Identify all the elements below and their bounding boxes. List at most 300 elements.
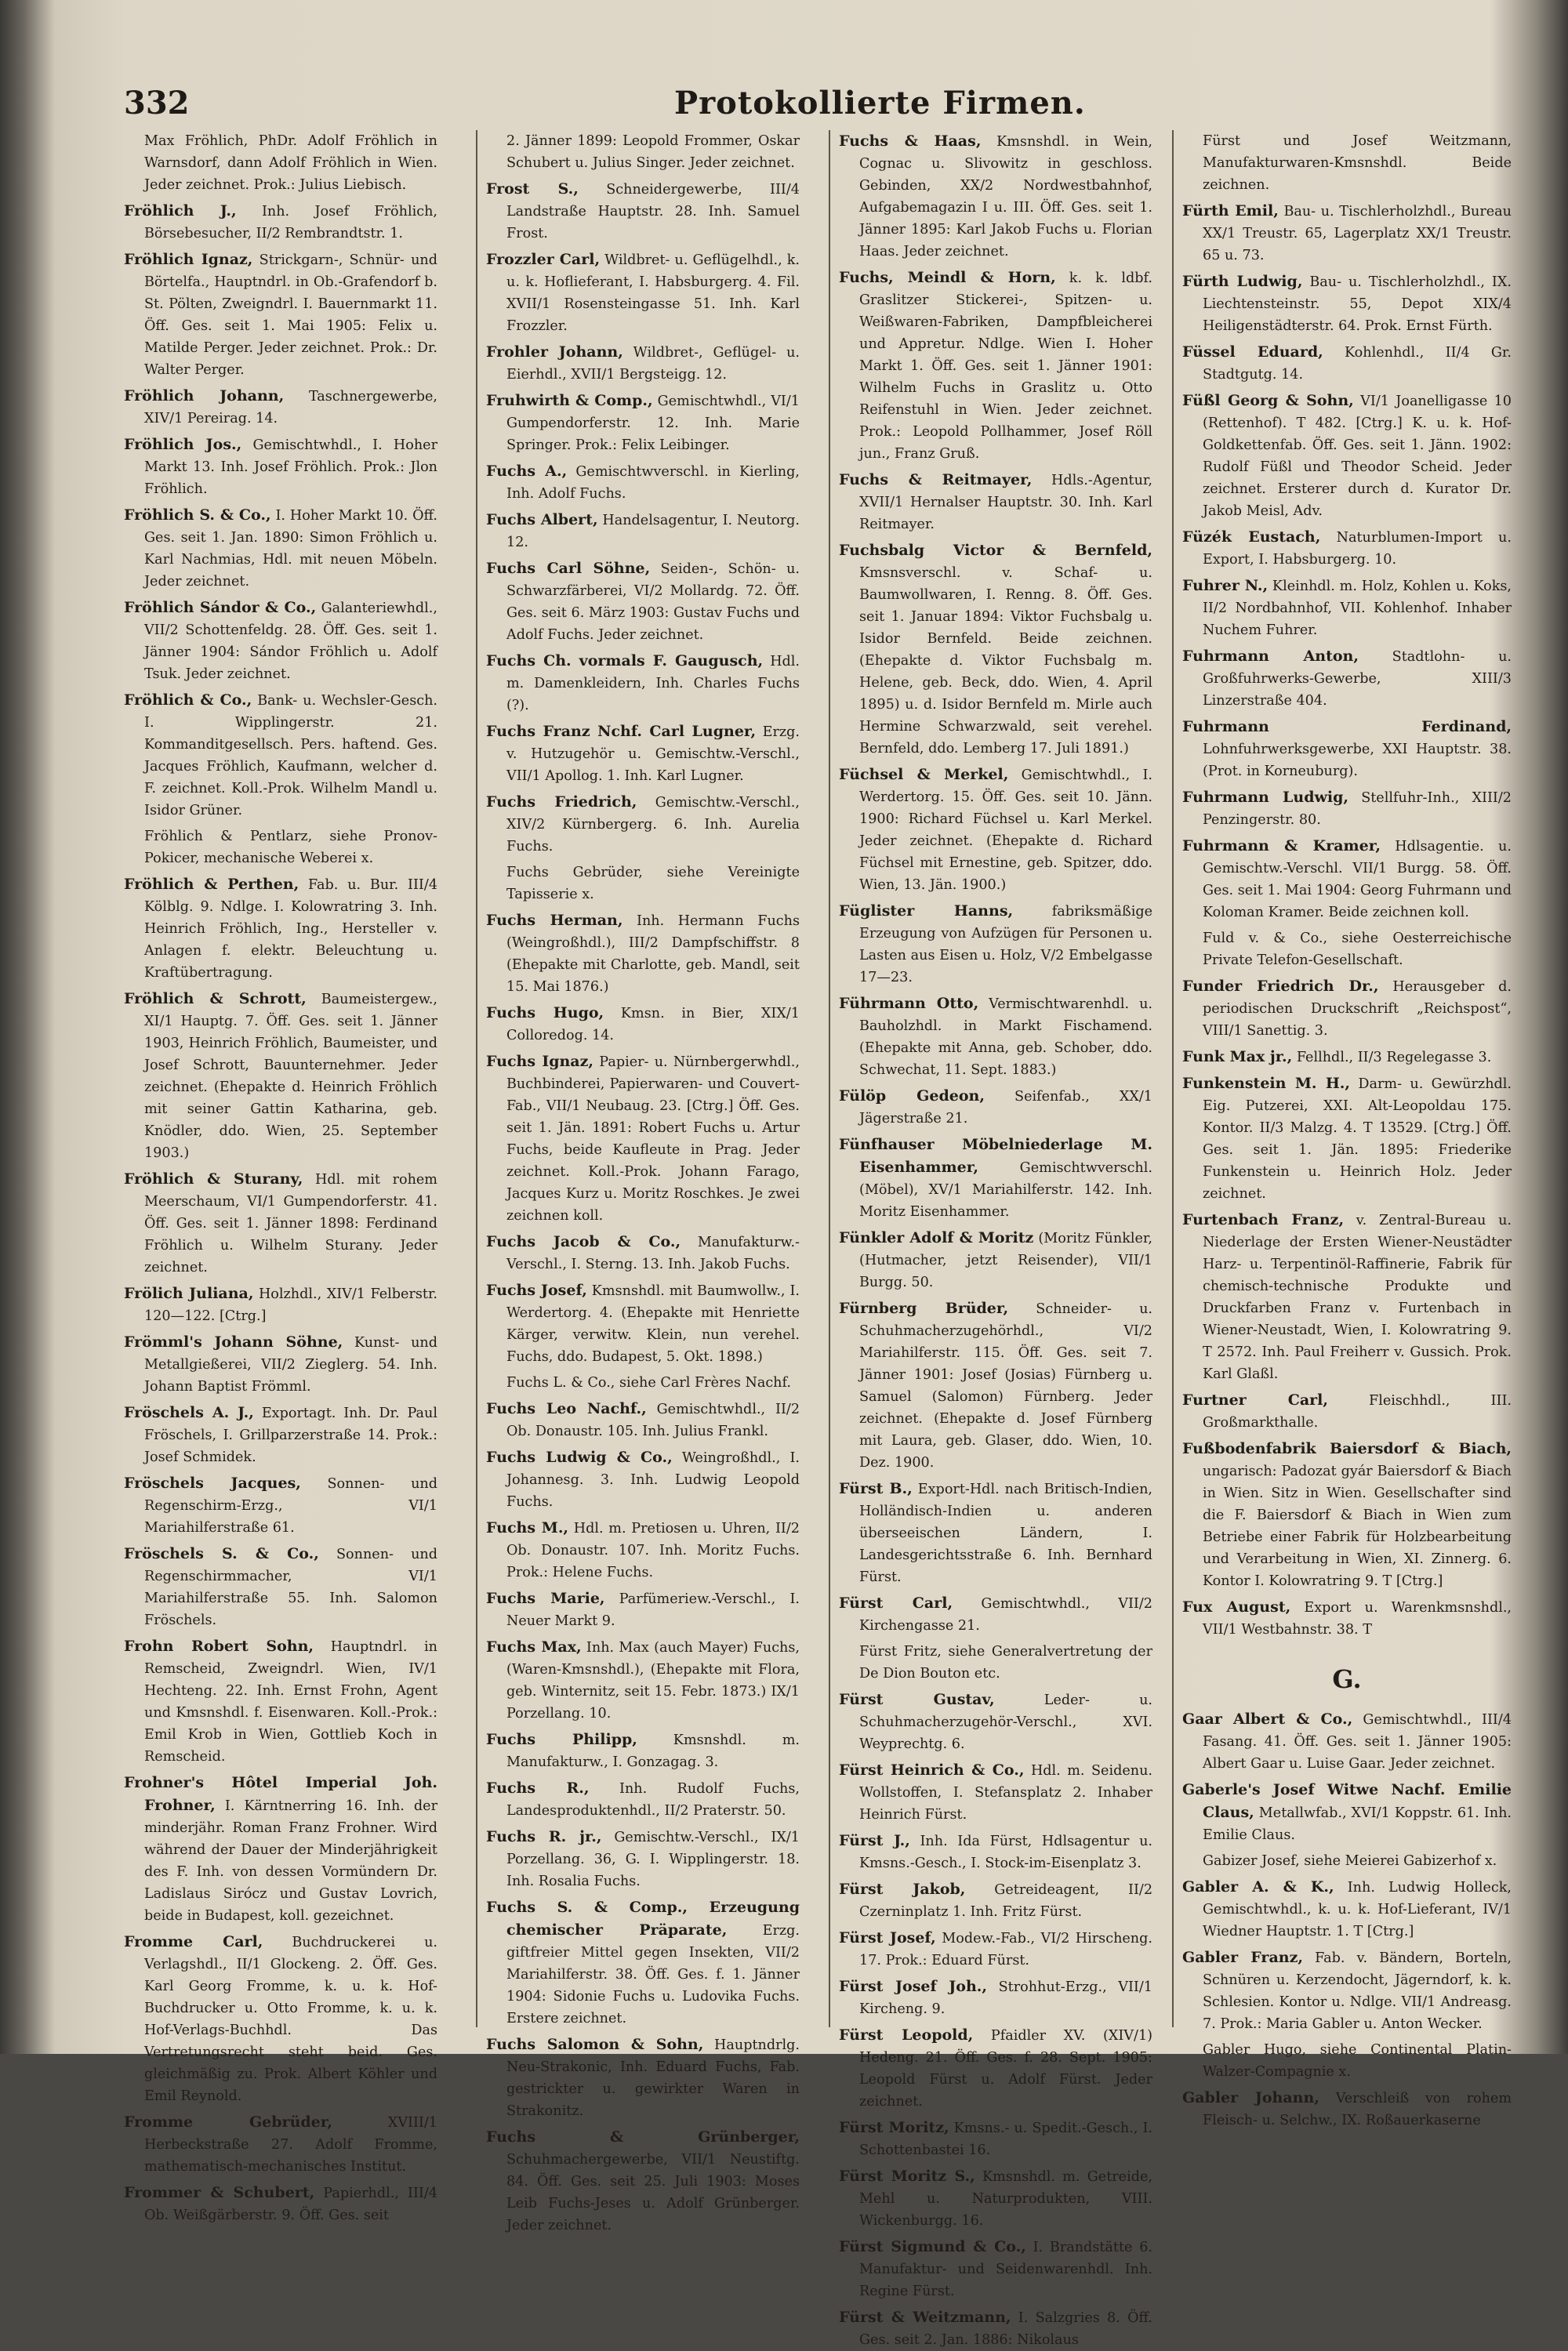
firm-name: Frommer & Schubert, bbox=[124, 2184, 315, 2201]
entry-text: Inh. Ida Fürst, Hdlsagentur u. Kmsns.-Gesch., I. Stock-im-Eisenplatz 3. bbox=[859, 1834, 1152, 1871]
directory-entry bbox=[486, 2034, 800, 2122]
entry-text: (Moritz Fünkler, (Hutmacher, jetzt Reisender), VII/1 Burgg. 50. bbox=[859, 1231, 1152, 1290]
entry-text: Sonnen- und Regenschirm-Erzg., VI/1 Mariahilferstraße 61. bbox=[144, 1476, 438, 1536]
directory-entry bbox=[486, 862, 800, 905]
directory-entry bbox=[124, 2182, 437, 2226]
firm-name: Fürst B., bbox=[839, 1480, 913, 1497]
entry-text: Export-Hdl. nach Britisch-Indien, Holländisch-Indien u. anderen überseeischen Ländern, I. Landesgerichtsstraße 6. Inh. Bernhard Fürst. bbox=[859, 1482, 1153, 1585]
entry-text: Manufakturw.-Verschl., I. Sterng. 13. Inh. Jakob Fuchs. bbox=[506, 1235, 800, 1272]
directory-entry bbox=[1182, 927, 1512, 971]
firm-name: Fünfhauser Möbelniederlage M. Eisenhammer, bbox=[839, 1136, 1152, 1176]
firm-name: Fuchs & Grünberger, bbox=[486, 2128, 800, 2146]
firm-name: Fürst & Weitzmann, bbox=[839, 2309, 1011, 2326]
directory-column-1 bbox=[124, 130, 438, 2223]
entry-text: ungarisch: Padozat gyár Baiersdorf & Biach in Wien. Sitz in Wien. Gesellschafter sind die F. Baiersdorf & Biach in Wien zum Betriebe einer Fabrik für Holzbearbeitung und Verarbeitung in Wien, XI. Zinnerg. 6. Kontor I. Kolowratring 9. T [Ctrg.] bbox=[1203, 1464, 1512, 1589]
entry-text: Gemischtwverschl. (Möbel), XV/1 Mariahilferstr. 142. Inh. Moritz Eisenhammer. bbox=[859, 1160, 1152, 1220]
directory-entry bbox=[839, 1592, 1152, 1637]
directory-entry bbox=[124, 200, 437, 245]
directory-entry bbox=[839, 469, 1152, 535]
firm-name: Fröhlich Jos., bbox=[124, 436, 242, 453]
entry-text: Strickgarn-, Schnür- und Börtelfa., Hauptndrl. in Ob.-Grafendorf b. St. Pölten, Zweigndrl. I. Bauernmarkt 11. Öff. Ges. seit 1. Mai 1905: Felix u. Matilde Perger. Jeder zeichnet. Prok.: Dr. Walter Perger. bbox=[144, 252, 437, 378]
section-letter: G. bbox=[1332, 1664, 1362, 1694]
firm-name: Fröhlich S. & Co., bbox=[124, 506, 271, 524]
entry-text: Gemischtw.-Verschl., IX/1 Porzellang. 36, G. I. Wipplingerstr. 18. Inh. Rosalia Fuchs. bbox=[506, 1830, 800, 1889]
firm-name: Fromme Gebrüder, bbox=[124, 2113, 332, 2131]
directory-entry bbox=[839, 2236, 1152, 2302]
directory-entry bbox=[124, 385, 437, 430]
firm-name: Gaar Albert & Co., bbox=[1182, 1711, 1353, 1728]
directory-entry bbox=[486, 1372, 800, 1394]
entry-text: Taschnergewerbe, XIV/1 Pereirag. 14. bbox=[144, 389, 437, 426]
firm-name: Gaberle's Josef Witwe Nachf. Emilie Claus, bbox=[1182, 1781, 1512, 1821]
entry-text: Fuchs Gebrüder, siehe Vereinigte Tapisserie x. bbox=[506, 865, 800, 902]
firm-name: Fuchs Albert, bbox=[486, 511, 598, 528]
directory-entry bbox=[124, 988, 437, 1164]
directory-entry bbox=[839, 1085, 1152, 1130]
entry-text: Hdl. mit rohem Meerschaum, VI/1 Gumpendorferstr. 41. Öff. Ges. seit 1. Jänner 1898: Ferdinand Fröhlich u. Wilhelm Sturany. Jeder zeichnet. bbox=[144, 1172, 437, 1275]
firm-name: Fuhrmann Ferdinand, bbox=[1182, 718, 1512, 735]
directory-entry bbox=[486, 1636, 800, 1725]
firm-name: Fröschels A. J., bbox=[124, 1404, 254, 1421]
firm-name: Fürst Carl, bbox=[839, 1595, 953, 1612]
firm-name: Frömml's Johann Söhne, bbox=[124, 1333, 343, 1351]
directory-entry bbox=[839, 1927, 1152, 1972]
directory-entry bbox=[1182, 341, 1512, 386]
directory-entry bbox=[839, 2117, 1152, 2161]
directory-entry bbox=[124, 825, 437, 869]
directory-entry bbox=[486, 1517, 800, 1584]
firm-name: Frohn Robert Sohn, bbox=[124, 1638, 314, 1655]
directory-entry bbox=[1182, 2087, 1512, 2132]
entry-text: Gemischtwhdl., VI/1 Gumpendorferstr. 12. Inh. Marie Springer. Prok.: Felix Leibinger. bbox=[506, 394, 800, 453]
entry-text: 2. Jänner 1899: Leopold Frommer, Oskar Schubert u. Julius Singer. Jeder zeichnet. bbox=[506, 133, 800, 171]
firm-name: Fuchs Ch. vormals F. Gaugusch, bbox=[486, 652, 764, 669]
entry-text: XVIII/1 Herbeckstraße 27. Adolf Fromme, mathematisch-mechanisches Institut. bbox=[144, 2115, 437, 2175]
firm-name: Fuchs M., bbox=[486, 1519, 569, 1536]
directory-entry bbox=[839, 267, 1152, 465]
directory-entry bbox=[1182, 1072, 1512, 1205]
entry-text: Wildbret-, Geflügel- u. Eierhdl., XVII/1 Bergsteigg. 12. bbox=[506, 345, 800, 383]
entry-text: Gabizer Josef, siehe Meierei Gabizerhof x. bbox=[1203, 1853, 1497, 1869]
firm-name: Füzék Eustach, bbox=[1182, 528, 1321, 546]
directory-entry bbox=[486, 1279, 800, 1368]
entry-text: Hauptndrl. in Remscheid, Zweigndrl. Wien, IV/1 Hechteng. 22. Inh. Ernst Frohn, Agent und Kmsnshdl. f. Eisenwaren. Koll.-Prok.: Emil Krob in Wien, Gottlieb Koch in Remscheid. bbox=[144, 1639, 437, 1765]
firm-name: Fürth Ludwig, bbox=[1182, 273, 1303, 290]
directory-entry bbox=[839, 1641, 1152, 1685]
entry-text: Fürst und Josef Weitzmann, Manufakturwaren-Kmsnshdl. Beide zeichnen. bbox=[1203, 133, 1512, 193]
directory-entry bbox=[1182, 270, 1512, 337]
directory-entry bbox=[486, 1050, 800, 1227]
directory-entry bbox=[486, 909, 800, 998]
entry-text: Inh. Ludwig Holleck, Gemischtwhdl., k. u. k. Hof-Lieferant, IV/1 Wiedner Hauptstr. 1. T [Ctrg.] bbox=[1203, 1880, 1512, 1939]
entry-text: Stadtlohn- u. Großfuhrwerks-Gewerbe, XIII/3 Linzerstraße 404. bbox=[1203, 649, 1512, 709]
directory-entry bbox=[839, 2165, 1152, 2232]
directory-entry bbox=[124, 504, 437, 593]
firm-name: Fürst Leopold, bbox=[839, 2026, 974, 2044]
firm-name: Fürst Moritz S., bbox=[839, 2168, 975, 2185]
column-divider bbox=[476, 130, 477, 2027]
firm-name: Fürst Heinrich & Co., bbox=[839, 1761, 1025, 1779]
directory-entry bbox=[1182, 2039, 1512, 2083]
firm-name: Fuchs Marie, bbox=[486, 1590, 605, 1607]
directory-entry bbox=[124, 1772, 437, 1927]
directory-entry bbox=[839, 1297, 1152, 1474]
directory-entry bbox=[1182, 1876, 1512, 1943]
column-divider bbox=[1172, 130, 1174, 2027]
entry-text: Bau- u. Tischlerholzhdl., IX. Liechtensteinstr. 55, Depot XIX/4 Heiligenstädterstr. 64. Prok. Ernst Fürth. bbox=[1203, 274, 1512, 334]
entry-text: Strohhut-Erzg., VII/1 Kircheng. 9. bbox=[859, 1979, 1153, 2017]
entry-text: Holzhdl., XIV/1 Felberstr. 120—122. [Ctrg.] bbox=[144, 1286, 438, 1324]
firm-name: Fuchs Ignaz, bbox=[486, 1053, 594, 1070]
directory-entry bbox=[839, 2306, 1152, 2351]
directory-entry bbox=[839, 1878, 1152, 1923]
column-divider bbox=[829, 130, 830, 2027]
firm-name: Fuchsbalg Victor & Bernfeld, bbox=[839, 542, 1152, 559]
entry-text: Gemischtwverschl. in Kierling, Inh. Adolf Fuchs. bbox=[506, 464, 800, 502]
entry-text: Stellfuhr-Inh., XIII/2 Penzingerstr. 80. bbox=[1203, 790, 1512, 828]
firm-name: Füchsel & Merkel, bbox=[839, 766, 1009, 783]
directory-entry bbox=[839, 130, 1152, 263]
directory-entry bbox=[1182, 526, 1512, 571]
directory-entry bbox=[124, 1168, 437, 1279]
directory-entry bbox=[124, 1402, 437, 1468]
entry-text: Seiden-, Schön- u. Schwarzfärberei, VI/2 Mollardg. 72. Öff. Ges. seit 6. März 1903: Gustav Fuchs und Adolf Fuchs. Jeder zeichnet. bbox=[506, 561, 800, 643]
entry-text: Sonnen- und Regenschirmmacher, VI/1 Mariahilferstraße 55. Inh. Salomon Fröschels. bbox=[144, 1547, 438, 1628]
directory-entry bbox=[839, 992, 1152, 1081]
firm-name: Fuhrer N., bbox=[1182, 577, 1269, 594]
entry-text: Erzg. giftfreier Mittel gegen Insekten, VII/2 Mariahilferstr. 38. Öff. Ges. f. 1. Jänner 1904: Sidonie Fuchs u. Ludovika Fuchs. Erstere zeichnet. bbox=[506, 1923, 800, 2026]
firm-name: Frölich Juliana, bbox=[124, 1285, 254, 1302]
firm-name: Fuchs & Haas, bbox=[839, 132, 982, 150]
directory-entry bbox=[486, 1587, 800, 1632]
entry-text: Max Fröhlich, PhDr. Adolf Fröhlich in Warnsdorf, dann Adolf Fröhlich in Wien. Jeder zeichnet. Prok.: Julius Liebisch. bbox=[144, 133, 437, 193]
directory-entry bbox=[839, 1759, 1152, 1826]
directory-entry bbox=[839, 2024, 1152, 2113]
directory-entry bbox=[124, 1931, 437, 2107]
entry-text: Schneider- u. Schuhmacherzugehörhdl., VI/2 Mariahilferstr. 115. Öff. Ges. seit 7. Jänner 1901: Josef (Josias) Fürnberg u. Samuel (Salomon) Fürnberg. Jeder zeichnet. (Ehepakte d. Josef Fürnberg mit Laura, geb. Glaser, ddo. Wien, 10. Dez. 1900. bbox=[859, 1301, 1153, 1471]
entry-text: Kmsnshdl. m. Manufakturw., I. Gonzagag. 3. bbox=[506, 1732, 800, 1770]
entry-text: Weingroßhdl., I. Johannesg. 3. Inh. Ludwig Leopold Fuchs. bbox=[506, 1450, 800, 1510]
firm-name: Gabler A. & K., bbox=[1182, 1878, 1334, 1896]
entry-text: Buchdruckerei u. Verlagshdl., II/1 Glockeng. 2. Öff. Ges. Karl Georg Fromme, k. u. k. Hof-Buchdrucker u. Otto Fromme, k. u. k. Hof-Verlags-Buchhdl. Das Vertretungsrecht steht beid. Ges. gleichmäßig zu. Prok. Albert Köhler und Emil Reynold. bbox=[144, 1935, 437, 2104]
entry-text: Seifenfab., XX/1 Jägerstraße 21. bbox=[859, 1089, 1153, 1127]
directory-entry bbox=[486, 1826, 800, 1892]
entry-text: I. Brandstätte 6. Manufaktur- und Seidenwarenhdl. Inh. Regine Fürst. bbox=[859, 2240, 1152, 2299]
entry-text: Kmsnshdl. mit Baumwollw., I. Werdertorg. 4. (Ehepakte mit Henriette Kärger, verwitw. Klein, nun verehel. Fuchs, ddo. Budapest, 5. Okt. 1898.) bbox=[506, 1283, 800, 1365]
entry-text: Kohlenhdl., II/4 Gr. Stadtgutg. 14. bbox=[1203, 345, 1512, 383]
directory-entry bbox=[486, 1729, 800, 1773]
entry-text: Gemischtw.-Verschl., XIV/2 Kürnbergerg. 6. Inh. Aurelia Fuchs. bbox=[506, 795, 800, 854]
firm-name: Frozzler Carl, bbox=[486, 251, 601, 268]
entry-text: Papierhdl., III/4 Ob. Weißgärberstr. 9. Öff. Ges. seit bbox=[144, 2186, 438, 2223]
firm-name: Fuhrmann Ludwig, bbox=[1182, 789, 1348, 806]
entry-text: Gemischtwhdl., I. Hoher Markt 13. Inh. Josef Fröhlich. Prok.: Jlon Fröhlich. bbox=[144, 437, 437, 497]
firm-name: Füssel Eduard, bbox=[1182, 343, 1323, 361]
directory-entry bbox=[486, 1896, 800, 2030]
directory-entry bbox=[1182, 390, 1512, 522]
firm-name: Fuchs S. & Comp., Erzeugung chemischer Präparate, bbox=[486, 1899, 800, 1939]
firm-name: Fruhwirth & Comp., bbox=[486, 392, 653, 409]
firm-name: Fürst J., bbox=[839, 1832, 910, 1849]
firm-name: Fußbodenfabrik Baiersdorf & Biach, bbox=[1182, 1440, 1512, 1457]
directory-entry bbox=[1182, 1596, 1512, 1641]
entry-text: Kunst- und Metallgießerei, VII/2 Zieglerg. 54. Inh. Johann Baptist Frömml. bbox=[144, 1335, 437, 1395]
firm-name: Fröhlich Sándor & Co., bbox=[124, 599, 317, 616]
entry-text: Inh. Hermann Fuchs (Weingroßhdl.), III/2 Dampfschiffstr. 8 (Ehepakte mit Charlotte, geb. Mandl, seit 15. Mai 1876.) bbox=[506, 913, 800, 995]
entry-text: Fuld v. & Co., siehe Oesterreichische Private Telefon-Gesellschaft. bbox=[1203, 931, 1512, 968]
directory-entry bbox=[124, 1283, 437, 1327]
entry-text: Baumeistergew., XI/1 Hauptg. 7. Öff. Ges. seit 1. Jänner 1903, Heinrich Fröhlich, Baumeister, und Josef Schrott, Bauunternehmer. Jeder zeichnet. (Ehepakte d. Heinrich Fröhlich mit seiner Gattin Katharina, geb. Knödler, ddo. Wien, 25. September 1903.) bbox=[144, 992, 437, 1161]
entry-text: Pfaidler XV. (XIV/1) Hedeng. 21. Öff. Ges. f. 28. Sept. 1905: Leopold Fürst u. Adolf Fürst. Jeder zeichnet. bbox=[859, 2028, 1152, 2110]
entry-text: I. Kärntnerring 16. Inh. der minderjähr. Roman Franz Frohner. Wird während der Dauer der Minderjährigkeit des F. Inh. von dessen Vormündern Dr. Ladislaus Sirócz und Gustav Lovrich, beide in Budapest, koll. gezeichnet. bbox=[144, 1798, 437, 1924]
directory-entry bbox=[486, 1446, 800, 1513]
entry-text: I. Hoher Markt 10. Öff. Ges. seit 1. Jan. 1890: Simon Fröhlich u. Karl Nachmias, Hdl. mit neuen Möbeln. Jeder zeichnet. bbox=[144, 508, 437, 590]
firm-name: Fuchs Friedrich, bbox=[486, 793, 637, 811]
entry-text: Bank- u. Wechsler-Gesch. I. Wipplingerstr. 21. Kommanditgesellsch. Pers. haftend. Ges. Jacques Fröhlich, Kaufmann, welcher d. F. zeichnet. Koll.-Prok. Wilhelm Mandl u. Isidor Grüner. bbox=[144, 693, 437, 818]
entry-text: Inh. Max (auch Mayer) Fuchs, (Waren-Kmsnshdl.), (Ehepakte mit Flora, geb. Winternitz, seit 15. Febr. 1873.) IX/1 Porzellang. 10. bbox=[506, 1640, 800, 1722]
directory-column-4 bbox=[1182, 130, 1512, 2128]
directory-entry bbox=[124, 434, 437, 500]
firm-name: Frohner's Hôtel Imperial Joh. Frohner, bbox=[124, 1774, 437, 1814]
entry-text: Vermischtwarenhdl. u. Bauholzhdl. in Markt Fischamend. (Ehepakte mit Anna, geb. Schober, ddo. Schwechat, 11. Sept. 1883.) bbox=[859, 996, 1153, 1078]
entry-text: Fuchs L. & Co., siehe Carl Frères Nachf. bbox=[506, 1375, 791, 1391]
entry-text: Fleischhdl., III. Großmarkthalle. bbox=[1203, 1393, 1512, 1431]
directory-entry bbox=[839, 900, 1152, 989]
running-title: Protokollierte Firmen. bbox=[674, 85, 1086, 122]
firm-name: Fuchs Leo Nachf., bbox=[486, 1400, 647, 1417]
directory-entry bbox=[1182, 1438, 1512, 1592]
entry-text: Kmsnshdl. in Wein, Cognac u. Slivowitz in geschloss. Gebinden, XX/2 Nordwestbahnhof, Aufgabemagazin I u. III. Öff. Ges. seit 1. Jänner 1895: Karl Jakob Fuchs u. Florian Haas. Jeder zeichnet. bbox=[859, 134, 1152, 259]
directory-entry bbox=[486, 557, 800, 646]
firm-name: Frohler Johann, bbox=[486, 343, 623, 361]
directory-entry bbox=[124, 689, 437, 822]
directory-entry bbox=[839, 1478, 1152, 1588]
entry-text: Gemischtwhdl., III/4 Fasang. 41. Öff. Ges. seit 1. Jänner 1905: Albert Gaar u. Luise Gaar. Jeder zeichnet. bbox=[1203, 1712, 1512, 1772]
entry-text: Kmsn. in Bier, XIX/1 Colloredog. 14. bbox=[506, 1006, 800, 1043]
directory-entry bbox=[124, 2111, 437, 2178]
directory-entry bbox=[486, 1777, 800, 1822]
firm-name: Furtner Carl, bbox=[1182, 1391, 1328, 1409]
directory-entry bbox=[1182, 1708, 1512, 1775]
firm-name: Fuhrmann Anton, bbox=[1182, 648, 1359, 665]
entry-text: Bau- u. Tischlerholzhdl., Bureau XX/1 Treustr. 65, Lagerplatz XX/1 Treustr. 65 u. 73. bbox=[1203, 204, 1512, 263]
firm-name: Fröhlich & Schrott, bbox=[124, 990, 307, 1007]
entry-text: Hdls.-Agentur, XVII/1 Hernalser Hauptstr. 30. Inh. Karl Reitmayer. bbox=[859, 473, 1152, 532]
firm-name: Furtenbach Franz, bbox=[1182, 1211, 1345, 1228]
firm-name: Fuchs, Meindl & Horn, bbox=[839, 269, 1056, 286]
directory-entry bbox=[1182, 1850, 1512, 1872]
directory-entry bbox=[486, 509, 800, 553]
entry-text: Gemischtwhdl., II/2 Ob. Donaustr. 105. Inh. Julius Frankl. bbox=[506, 1402, 800, 1439]
entry-text: Kleinhdl. m. Holz, Kohlen u. Koks, II/2 Nordbahnhof, VII. Kohlenhof. Inhaber Nuchem Fuhrer. bbox=[1203, 579, 1512, 638]
directory-entry bbox=[486, 650, 800, 717]
directory-entry bbox=[1182, 1779, 1512, 1846]
entry-text: Leder- u. Schuhmacherzugehör-Verschl., XVI. Weyprechtg. 6. bbox=[859, 1693, 1153, 1752]
directory-entry bbox=[1182, 575, 1512, 641]
firm-name: Fröhlich Johann, bbox=[124, 387, 285, 405]
directory-entry bbox=[1182, 1046, 1512, 1068]
entry-text: Kmsnshdl. m. Getreide, Mehl u. Naturprodukten, VIII. Wickenburgg. 16. bbox=[859, 2169, 1152, 2229]
directory-entry bbox=[124, 1635, 437, 1768]
directory-entry bbox=[486, 460, 800, 505]
entry-text: Gabler Hugo, siehe Continental Platin-Walzer-Compagnie x. bbox=[1203, 2042, 1512, 2080]
firm-name: Fürst Josef Joh., bbox=[839, 1978, 987, 1995]
entry-text: Handelsagentur, I. Neutorg. 12. bbox=[506, 513, 800, 550]
firm-name: Fuhrmann & Kramer, bbox=[1182, 837, 1381, 854]
directory-entry bbox=[1182, 200, 1512, 267]
firm-name: Fürst Jakob, bbox=[839, 1881, 966, 1898]
firm-name: Fröhlich & Co., bbox=[124, 691, 252, 709]
firm-name: Fuchs A., bbox=[486, 463, 568, 480]
directory-entry bbox=[839, 764, 1152, 896]
firm-name: Fuchs Josef, bbox=[486, 1282, 587, 1299]
directory-entry bbox=[124, 249, 437, 381]
firm-name: Fromme Carl, bbox=[124, 1933, 263, 1950]
directory-entry bbox=[124, 597, 437, 685]
entry-text: fabriksmäßige Erzeugung von Aufzügen für Personen u. Lasten aus Eisen u. Holz, V/2 Embelgasse 17—23. bbox=[859, 904, 1152, 985]
firm-name: Fuchs Philipp, bbox=[486, 1731, 637, 1748]
entry-text: Hdl. m. Seidenu. Wollstoffen, I. Stefansplatz 2. Inhaber Heinrich Fürst. bbox=[859, 1763, 1153, 1823]
firm-name: Frost S., bbox=[486, 180, 579, 198]
directory-entry bbox=[1182, 1946, 1512, 2035]
firm-name: Fröhlich & Sturany, bbox=[124, 1170, 303, 1188]
directory-entry bbox=[1182, 1389, 1512, 1434]
firm-name: Fürst Sigmund & Co., bbox=[839, 2238, 1026, 2255]
firm-name: Funkenstein M. H., bbox=[1182, 1075, 1351, 1092]
entry-text: VI/1 Joanelligasse 10 (Rettenhof). T 482. [Ctrg.] K. u. k. Hof-Goldkettenfab. Öff. Ges. seit 1. Jänn. 1902: Rudolf Füßl und Theodor Scheid. Jeder zeichnet. Ersterer durch d. Kurator Dr. Jakob Meisl, Adv. bbox=[1203, 394, 1512, 519]
entry-text: Export u. Warenkmsnshdl., VII/1 Westbahnstr. 38. T bbox=[1203, 1600, 1512, 1638]
firm-name: Fröschels S. & Co., bbox=[124, 1545, 319, 1562]
directory-entry bbox=[486, 720, 800, 787]
directory-entry bbox=[839, 1975, 1152, 2020]
firm-name: Fürst Moritz, bbox=[839, 2119, 949, 2136]
directory-entry bbox=[124, 130, 437, 196]
firm-name: Fröhlich & Perthen, bbox=[124, 876, 299, 893]
directory-entry bbox=[1182, 716, 1512, 782]
entry-text: Fab. v. Bändern, Borteln, Schnüren u. Kerzendocht, Jägerndorf, k. k. Schlesien. Kontor u. Ndlge. VII/1 Andreasg. 7. Prok.: Maria Gabler u. Anton Wecker. bbox=[1203, 1950, 1512, 2032]
entry-text: Metallwfab., XVI/1 Koppstr. 61. Inh. Emilie Claus. bbox=[1203, 1805, 1512, 1843]
firm-name: Fuchs R., bbox=[486, 1780, 590, 1797]
entry-text: v. Zentral-Bureau u. Niederlage der Ersten Wiener-Neustädter Harz- u. Terpentinöl-Raffinerie, Fabrik für chemisch-technische Produkte und Druckfarben Franz v. Furtenbach in Wiener-Neustadt, Wien, I. Kolowratring 9. T 2572. Inh. Paul Freiherr v. Gussich. Prok. Karl Glaßl. bbox=[1203, 1213, 1512, 1382]
directory-entry bbox=[486, 791, 800, 858]
directory-entry bbox=[486, 1002, 800, 1047]
entry-text: Kmsns.- u. Spedit.-Gesch., I. Schottenbastei 16. bbox=[859, 2121, 1153, 2158]
firm-name: Füßl Georg & Sohn, bbox=[1182, 392, 1354, 409]
firm-name: Fuchs Carl Söhne, bbox=[486, 560, 651, 577]
entry-text: Lohnfuhrwerksgewerbe, XXI Hauptstr. 38. (Prot. in Korneuburg). bbox=[1203, 742, 1512, 779]
entry-text: Darm- u. Gewürzhdl. Eig. Putzerei, XXI. Alt-Leopoldau 175. Kontor. II/3 Malzg. 4. T 13529. [Ctrg.] Öff. Ges. seit 1. Jän. 1895: Friederike Funkenstein u. Heinrich Holz. Jeder zeichnet. bbox=[1203, 1076, 1512, 1202]
directory-entry bbox=[1182, 130, 1512, 196]
entry-text: Fröhlich & Pentlarz, siehe Pronov-Pokicer, mechanische Weberei x. bbox=[144, 829, 437, 866]
firm-name: Fuchs Salomon & Sohn, bbox=[486, 2036, 704, 2053]
entry-text: Gemischtwhdl., I. Werdertorg. 15. Öff. Ges. seit 10. Jänn. 1900: Richard Füchsel u. Karl Merkel. Jeder zeichnet. (Ehepakte d. Richard Füchsel mit Ernestine, geb. Spitzer, ddo. Wien, 13. Jän. 1900.) bbox=[859, 767, 1152, 893]
directory-entry bbox=[839, 1689, 1152, 1755]
entry-text: Fab. u. Bur. III/4 Kölblg. 9. Ndlge. I. Kolowratring 3. Inh. Heinrich Fröhlich, Ing., Hersteller v. Anlagen f. elektr. Beleuchtung u. Kraftübertragung. bbox=[144, 877, 438, 981]
directory-entry bbox=[124, 1543, 437, 1631]
directory-entry bbox=[839, 1227, 1152, 1293]
directory-entry bbox=[124, 1331, 437, 1398]
firm-name: Fürth Emil, bbox=[1182, 202, 1279, 219]
firm-name: Fülöp Gedeon, bbox=[839, 1087, 985, 1105]
entry-text: Parfümeriew.-Verschl., I. Neuer Markt 9. bbox=[506, 1591, 800, 1629]
firm-name: Fuchs Herman, bbox=[486, 912, 623, 929]
entry-text: Naturblumen-Import u. Export, I. Habsburgerg. 10. bbox=[1203, 530, 1512, 568]
firm-name: Fuchs Max, bbox=[486, 1638, 582, 1656]
entry-text: Inh. Rudolf Fuchs, Landesproduktenhdl., II/2 Praterstr. 50. bbox=[506, 1781, 800, 1819]
firm-name: Fröhlich J., bbox=[124, 202, 237, 219]
entry-text: Schneidergewerbe, III/4 Landstraße Hauptstr. 28. Inh. Samuel Frost. bbox=[506, 182, 800, 241]
directory-entry bbox=[1182, 645, 1512, 712]
firm-name: Gabler Franz, bbox=[1182, 1949, 1303, 1966]
directory-entry bbox=[124, 873, 437, 984]
firm-name: Füglister Hanns, bbox=[839, 902, 1014, 920]
entry-text: Wildbret- u. Geflügelhdl., k. u. k. Hoflieferant, I. Habsburgerg. 4. Fil. XVII/1 Rosensteingasse 51. Inh. Karl Frozzler. bbox=[506, 252, 800, 334]
entry-text: Hdlsagentie. u. Gemischtw.-Verschl. VII/1 Burgg. 58. Öff. Ges. seit 1. Mai 1904: Georg Fuhrmann und Koloman Kramer. Beide zeichnen koll. bbox=[1203, 839, 1512, 920]
entry-text: Gemischtwhdl., VII/2 Kirchengasse 21. bbox=[859, 1596, 1152, 1634]
entry-text: Kmsnsverschl. v. Schaf- u. Baumwollwaren, I. Renng. 8. Öff. Ges. seit 1. Januar 1894: Viktor Fuchsbalg u. Isidor Bernfeld. Beide zeichnen. (Ehepakte d. Viktor Fuchsbalg m. Helene, geb. Beck, ddo. Wien, 4. April 1895) u. d. Isidor Bernfeld m. Mirle auch Hermine Schwarzwald, seit verehel. Bernfeld, ddo. Lemberg 17. Juli 1891.) bbox=[859, 565, 1152, 756]
entry-text: Fürst Fritz, siehe Generalvertretung der De Dion Bouton etc. bbox=[859, 1644, 1152, 1682]
directory-entry bbox=[1182, 835, 1512, 923]
entry-text: Hdl. m. Pretiosen u. Uhren, II/2 Ob. Donaustr. 107. Inh. Moritz Fuchs. Prok.: Helene Fuchs. bbox=[506, 1521, 800, 1580]
firm-name: Fünkler Adolf & Moritz bbox=[839, 1229, 1034, 1246]
directory-entry bbox=[486, 2126, 800, 2237]
directory-entry bbox=[124, 1472, 437, 1539]
firm-name: Fürst Josef, bbox=[839, 1929, 936, 1946]
entry-text: Inh. Josef Fröhlich, Börsebesucher, II/2 Rembrandtstr. 1. bbox=[144, 204, 437, 241]
directory-column-3 bbox=[839, 130, 1153, 2348]
entry-text: Verschleiß von rohem Fleisch- u. Selchw., IX. Roßauerkaserne bbox=[1203, 2091, 1512, 2128]
entry-text: Hdl. m. Damenkleidern, Inh. Charles Fuchs (?). bbox=[506, 654, 800, 713]
directory-entry bbox=[486, 390, 800, 456]
entry-text: Hauptndrlg. Neu-Strakonic, Inh. Eduard Fuchs, Fab. gestrickter u. gewirkter Waren in Strakonitz. bbox=[506, 2037, 800, 2119]
firm-name: Fuchs Ludwig & Co., bbox=[486, 1449, 673, 1466]
directory-entry bbox=[1182, 1209, 1512, 1385]
firm-name: Funder Friedrich Dr., bbox=[1182, 978, 1379, 995]
firm-name: Funk Max jr., bbox=[1182, 1048, 1293, 1065]
directory-entry bbox=[486, 1398, 800, 1442]
directory-entry bbox=[486, 1231, 800, 1275]
directory-entry bbox=[486, 249, 800, 337]
entry-text: Schuhmachergewerbe, VII/1 Neustiftg. 84. Öff. Ges. seit 25. Juli 1903: Moses Leib Fuchs-Jeses u. Adolf Grünberger. Jeder zeichnet. bbox=[506, 2152, 800, 2233]
directory-entry bbox=[1182, 786, 1512, 831]
directory-entry bbox=[486, 341, 800, 386]
entry-text: Getreideagent, II/2 Czerninplatz 1. Inh. Fritz Fürst. bbox=[859, 1882, 1153, 1920]
directory-entry bbox=[839, 1134, 1152, 1223]
firm-name: Fürnberg Brüder, bbox=[839, 1300, 1009, 1317]
entry-text: Herausgeber d. periodischen Druckschrift „Reichspost“, VIII/1 Sanettig. 3. bbox=[1203, 979, 1512, 1039]
firm-name: Fürst Gustav, bbox=[839, 1691, 995, 1708]
directory-entry bbox=[839, 1830, 1152, 1874]
firm-name: Fuchs R. jr., bbox=[486, 1828, 602, 1845]
directory-entry bbox=[486, 178, 800, 245]
firm-name: Gabler Johann, bbox=[1182, 2089, 1319, 2106]
entry-text: I. Salzgries 8. Öff. Ges. seit 2. Jan. 1886: Nikolaus bbox=[859, 2310, 1153, 2348]
entry-text: Papier- u. Nürnbergerwhdl., Buchbinderei, Papierwaren- und Couvert-Fab., VII/1 Neubaug. 23. [Ctrg.] Öff. Ges. seit 1. Jän. 1891: Robert Fuchs u. Artur Fuchs, beide Kaufleute in Prag. Jeder zeichnet. Koll.-Prok. Johann Farago, Jacques Kurz u. Moritz Roschkes. Je zwei zeichnen koll. bbox=[506, 1054, 800, 1224]
firm-name: Führmann Otto, bbox=[839, 995, 979, 1012]
directory-column-2 bbox=[486, 130, 800, 2233]
firm-name: Fröschels Jacques, bbox=[124, 1475, 301, 1492]
firm-name: Fuchs & Reitmayer, bbox=[839, 471, 1033, 488]
firm-name: Fuchs Hugo, bbox=[486, 1004, 604, 1021]
directory-entry bbox=[839, 539, 1152, 760]
entry-text: Erzg. v. Hutzugehör u. Gemischtw.-Verschl., VII/1 Apollog. 1. Inh. Karl Lugner. bbox=[506, 724, 800, 784]
directory-entry bbox=[486, 130, 800, 174]
directory-entry bbox=[1182, 975, 1512, 1042]
entry-text: Modew.-Fab., VI/2 Hirscheng. 17. Prok.: Eduard Fürst. bbox=[859, 1931, 1152, 1968]
entry-text: Galanteriewhdl., VII/2 Schottenfeldg. 28. Öff. Ges. seit 1. Jänner 1904: Sándor Fröhlich u. Adolf Tsuk. Jeder zeichnet. bbox=[144, 600, 437, 682]
firm-name: Fuchs Jacob & Co., bbox=[486, 1233, 681, 1250]
entry-text: k. k. ldbf. Graslitzer Stickerei-, Spitzen- u. Weißwaren-Fabriken, Dampfbleicherei und Appretur. Ndlge. Wien I. Hoher Markt 1. Öff. Ges. seit 1. Jänner 1901: Wilhelm Fuchs in Graslitz u. Otto Reifenstuhl in Wien. Jeder zeichnet. Prok.: Leopold Pollhammer, Josef Röll jun., Franz Gruß. bbox=[859, 270, 1152, 462]
